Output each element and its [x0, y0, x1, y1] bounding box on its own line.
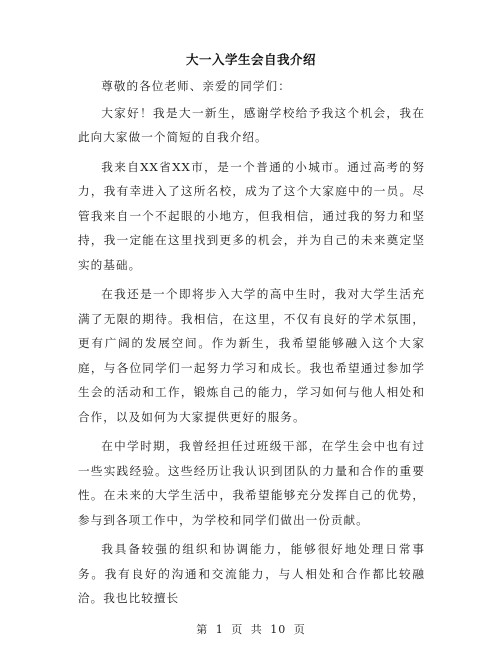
paragraph-expectations: 在我还是一个即将步入大学的高中生时，我对大学生活充满了无限的期待。我相信，在这里，不仅有良好的学术氛围，更有广阔的发展空间。作为新生，我希望能够融入这个大家庭，与各位同学们一起努力学习和成长。我也希望通过参加学生会的活动和工作，锻炼自己的能力，学习如何与他人相处和合作，以及如何为大家提供更好的服务。 [78, 287, 425, 424]
page-number-footer: 第 1 页 共 10 页 [196, 623, 306, 636]
document-body [78, 74, 425, 616]
document-title: 大一入学生会自我介绍 [185, 52, 316, 67]
paragraph-abilities: 我具备较强的组织和协调能力，能够很好地处理日常事务。我有良好的沟通和交流能力，与人相处和合作都比较融洽。我也比较擅长 [78, 542, 425, 605]
paragraph-experience: 在中学时期，我曾经担任过班级干部，在学生会中也有过一些实践经验。这些经历让我认识到团队的力量和合作的重要性。在未来的大学生活中，我希望能够充分发挥自己的优势，参与到各项工作中，为学校和同学们做出一份贡献。 [78, 439, 425, 527]
paragraph-hometown: 我来自XX省XX市，是一个普通的小城市。通过高考的努力，我有幸进入了这所名校，成为了这个大家庭中的一员。尽管我来自一个不起眼的小地方，但我相信，通过我的努力和坚持，我一定能在这里找到更多的机会，并为自己的未来奠定坚实的基础。 [78, 159, 425, 272]
paragraph-greeting: 大家好！我是大一新生，感谢学校给予我这个机会，我在此向大家做一个简短的自我介绍。 [78, 105, 425, 144]
salutation: 尊敬的各位老师、亲爱的同学们： [101, 79, 291, 93]
